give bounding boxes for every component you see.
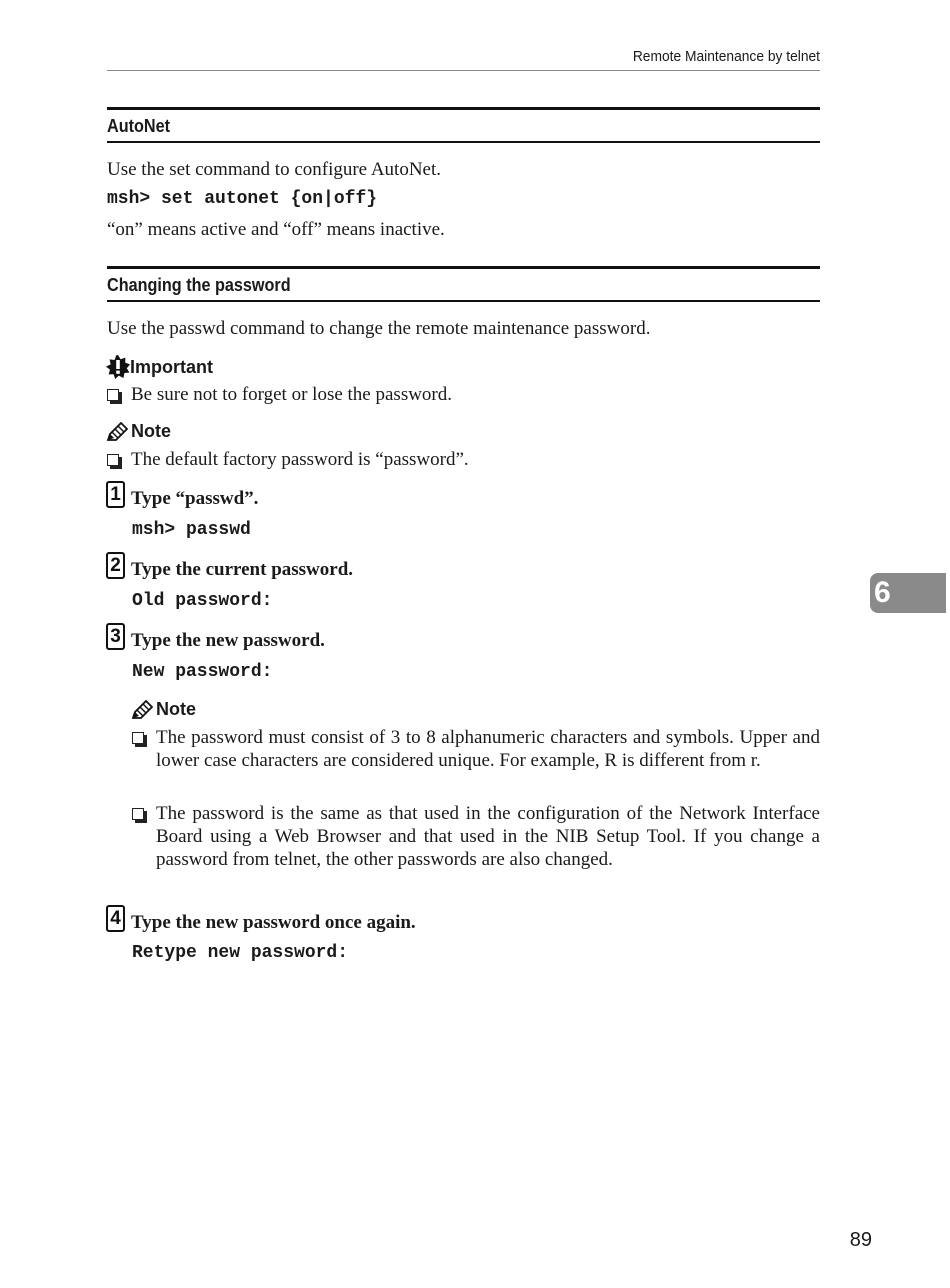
page-number: 89 [849,1229,872,1251]
note-label: Note [131,421,171,441]
checkbox-bullet-icon [107,454,119,466]
step-3-note-item [132,726,820,772]
autonet-heading: AutoNet [107,116,170,136]
autonet-heading-box [107,107,820,143]
step-3 [106,623,325,652]
step-number-icon: 3 [106,623,125,650]
autonet-intro: Use the set command to configure AutoNet. [107,159,442,180]
note-item [107,448,820,471]
important-item-text: Be sure not to forget or lose the password. [131,384,453,405]
step-1-command: msh> passwd [132,520,251,540]
important-icon [106,355,130,379]
running-head: Remote Maintenance by telnet [632,48,820,65]
autonet-command: msh> set autonet {on|off} [107,189,378,209]
chapter-tab: 6 [870,573,946,613]
step-3-note-label: Note [156,699,196,719]
step-1 [106,481,258,510]
step-4-command: Retype new password: [132,943,349,963]
step-text: Type the current password. [131,559,354,580]
autonet-explanation: “on” means active and “off” means inactive. [107,219,445,240]
password-heading: Changing the password [107,275,291,295]
step-3-note-item [132,802,820,871]
step-text: Type the new password once again. [131,912,416,933]
note-item-text: The default factory password is “password”. [131,449,469,470]
checkbox-bullet-icon [107,389,119,401]
step-2 [106,552,353,581]
step-4 [106,905,416,934]
step-number-icon: 4 [106,905,125,932]
step-3-command: New password: [132,662,273,682]
important-heading [106,355,213,379]
note-heading [106,421,171,442]
checkbox-bullet-icon [132,732,144,744]
step-3-note-heading [131,699,196,720]
step-text: Type “passwd”. [131,488,259,509]
header-rule [107,70,820,71]
password-intro: Use the passwd command to change the remote maintenance password. [107,318,651,339]
important-label: Important [130,356,213,377]
step-number-icon: 2 [106,552,125,579]
pencil-icon [106,422,128,442]
step-2-command: Old password: [132,591,273,611]
checkbox-bullet-icon [132,808,144,820]
password-heading-box [107,266,820,302]
step-text: Type the new password. [131,630,325,651]
step-number-icon: 1 [106,481,125,508]
pencil-icon [131,700,153,720]
step-3-note-item-text: The password must consist of 3 to 8 alphanumeric characters and symbols. Upper and lower case characters are considered unique. For example, R is different from r. [156,727,820,771]
important-item [107,383,820,406]
step-3-note-item-text: The password is the same as that used in the configuration of the Network Interface Board using a Web Browser and that used in the NIB Setup Tool. If you change a password from telnet, the other passwords are also changed. [156,803,820,870]
